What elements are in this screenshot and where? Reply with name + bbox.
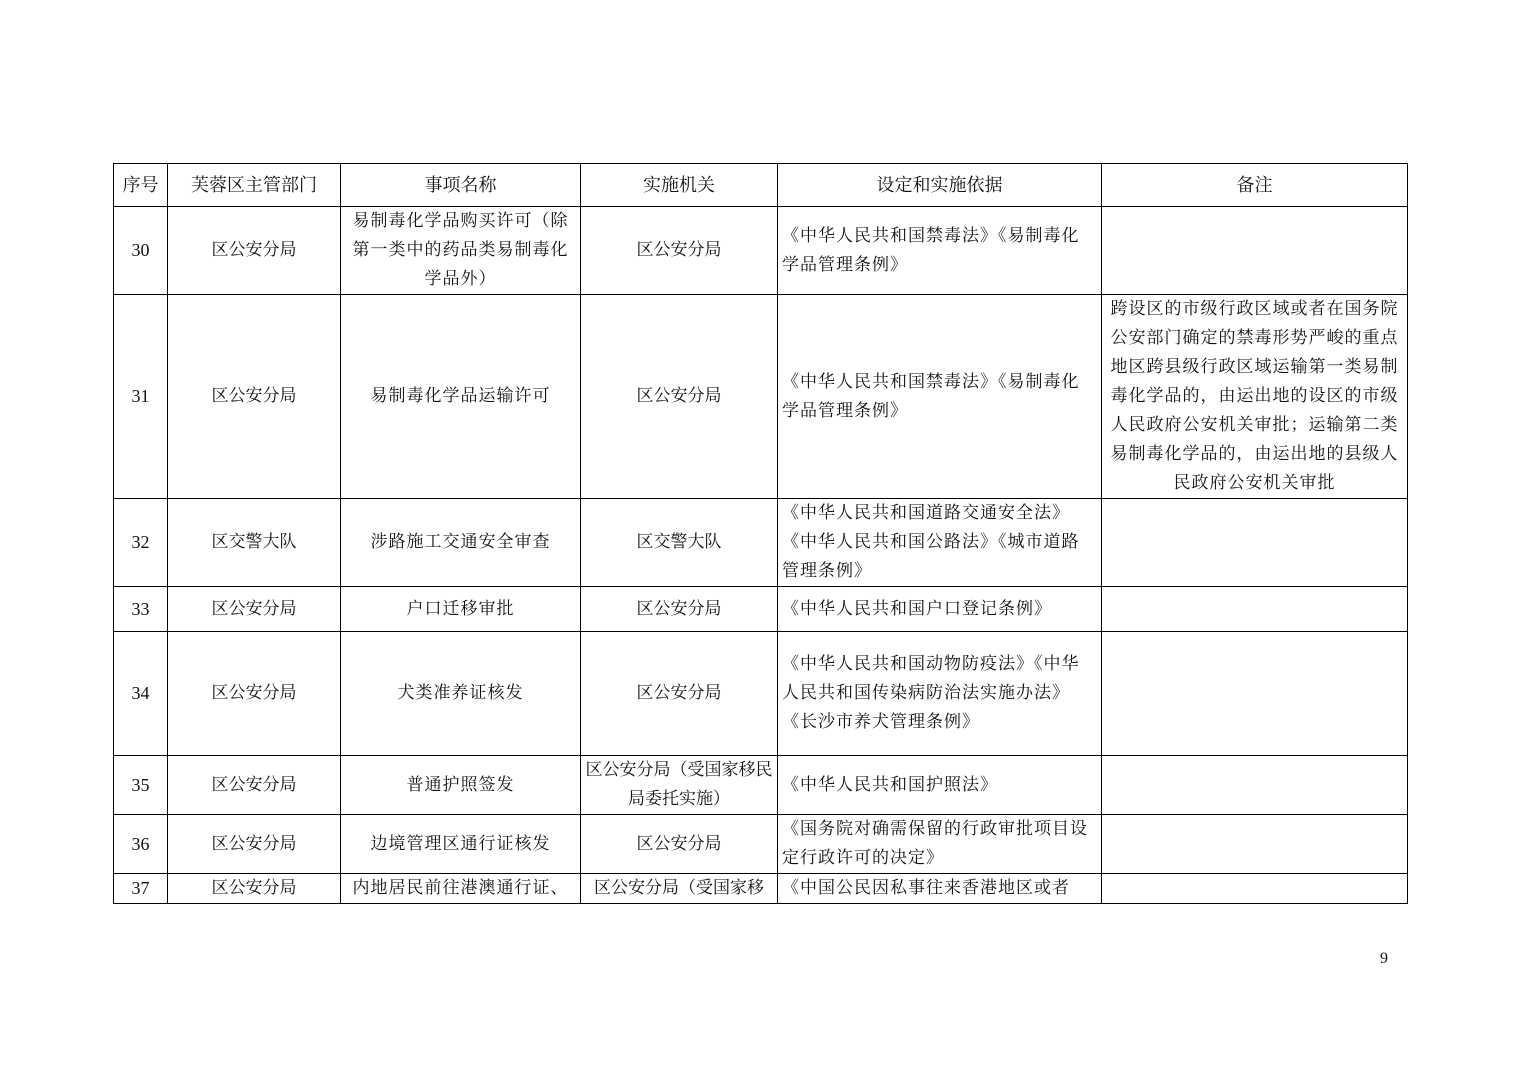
cell-dept: 区公安分局 bbox=[168, 874, 341, 904]
cell-no: 36 bbox=[114, 815, 168, 874]
cell-item: 犬类准养证核发 bbox=[341, 632, 581, 756]
cell-dept: 区公安分局 bbox=[168, 756, 341, 815]
cell-remark bbox=[1102, 756, 1408, 815]
cell-dept: 区交警大队 bbox=[168, 499, 341, 587]
table-header-row bbox=[114, 164, 1408, 207]
page-number: 9 bbox=[1380, 950, 1388, 967]
cell-agency: 区公安分局 bbox=[581, 632, 778, 756]
table-row bbox=[114, 815, 1408, 874]
cell-item: 涉路施工交通安全审查 bbox=[341, 499, 581, 587]
header-remark: 备注 bbox=[1102, 164, 1408, 207]
cell-remark bbox=[1102, 587, 1408, 632]
approval-items-table bbox=[113, 163, 1408, 904]
cell-dept: 区公安分局 bbox=[168, 815, 341, 874]
cell-dept: 区公安分局 bbox=[168, 295, 341, 499]
cell-item: 户口迁移审批 bbox=[341, 587, 581, 632]
cell-item: 易制毒化学品购买许可（除第一类中的药品类易制毒化学品外） bbox=[341, 207, 581, 295]
table-row bbox=[114, 499, 1408, 587]
cell-no: 35 bbox=[114, 756, 168, 815]
cell-no: 31 bbox=[114, 295, 168, 499]
cell-basis: 《中华人民共和国护照法》 bbox=[778, 756, 1102, 815]
table-row bbox=[114, 632, 1408, 756]
cell-remark bbox=[1102, 874, 1408, 904]
cell-basis: 《中华人民共和国禁毒法》《易制毒化学品管理条例》 bbox=[778, 295, 1102, 499]
cell-agency: 区公安分局 bbox=[581, 587, 778, 632]
cell-dept: 区公安分局 bbox=[168, 587, 341, 632]
table-row bbox=[114, 587, 1408, 632]
cell-agency: 区公安分局 bbox=[581, 295, 778, 499]
cell-agency: 区交警大队 bbox=[581, 499, 778, 587]
cell-agency: 区公安分局 bbox=[581, 815, 778, 874]
cell-remark bbox=[1102, 815, 1408, 874]
cell-item: 普通护照签发 bbox=[341, 756, 581, 815]
cell-basis: 《中华人民共和国道路交通安全法》《中华人民共和国公路法》《城市道路管理条例》 bbox=[778, 499, 1102, 587]
cell-item: 易制毒化学品运输许可 bbox=[341, 295, 581, 499]
table-row bbox=[114, 207, 1408, 295]
cell-remark bbox=[1102, 499, 1408, 587]
header-basis: 设定和实施依据 bbox=[778, 164, 1102, 207]
cell-agency: 区公安分局（受国家移 bbox=[581, 874, 778, 904]
table-row bbox=[114, 874, 1408, 904]
cell-basis: 《中华人民共和国户口登记条例》 bbox=[778, 587, 1102, 632]
cell-no: 33 bbox=[114, 587, 168, 632]
cell-agency: 区公安分局 bbox=[581, 207, 778, 295]
cell-no: 34 bbox=[114, 632, 168, 756]
table-row bbox=[114, 295, 1408, 499]
cell-item: 边境管理区通行证核发 bbox=[341, 815, 581, 874]
table-row bbox=[114, 756, 1408, 815]
cell-basis: 《中华人民共和国禁毒法》《易制毒化学品管理条例》 bbox=[778, 207, 1102, 295]
header-dept: 芙蓉区主管部门 bbox=[168, 164, 341, 207]
cell-dept: 区公安分局 bbox=[168, 632, 341, 756]
cell-basis: 《国务院对确需保留的行政审批项目设定行政许可的决定》 bbox=[778, 815, 1102, 874]
cell-no: 32 bbox=[114, 499, 168, 587]
cell-basis: 《中华人民共和国动物防疫法》《中华人民共和国传染病防治法实施办法》《长沙市养犬管理条例》 bbox=[778, 632, 1102, 756]
cell-item: 内地居民前往港澳通行证、 bbox=[341, 874, 581, 904]
cell-no: 37 bbox=[114, 874, 168, 904]
header-item: 事项名称 bbox=[341, 164, 581, 207]
cell-dept: 区公安分局 bbox=[168, 207, 341, 295]
cell-remark: 跨设区的市级行政区域或者在国务院公安部门确定的禁毒形势严峻的重点地区跨县级行政区域运输第一类易制毒化学品的，由运出地的设区的市级人民政府公安机关审批；运输第二类易制毒化学品的，由运出地的县级人民政府公安机关审批 bbox=[1102, 295, 1408, 499]
cell-no: 30 bbox=[114, 207, 168, 295]
cell-remark bbox=[1102, 632, 1408, 756]
header-agency: 实施机关 bbox=[581, 164, 778, 207]
cell-agency: 区公安分局（受国家移民局委托实施） bbox=[581, 756, 778, 815]
cell-basis: 《中国公民因私事往来香港地区或者 bbox=[778, 874, 1102, 904]
header-no: 序号 bbox=[114, 164, 168, 207]
cell-remark bbox=[1102, 207, 1408, 295]
